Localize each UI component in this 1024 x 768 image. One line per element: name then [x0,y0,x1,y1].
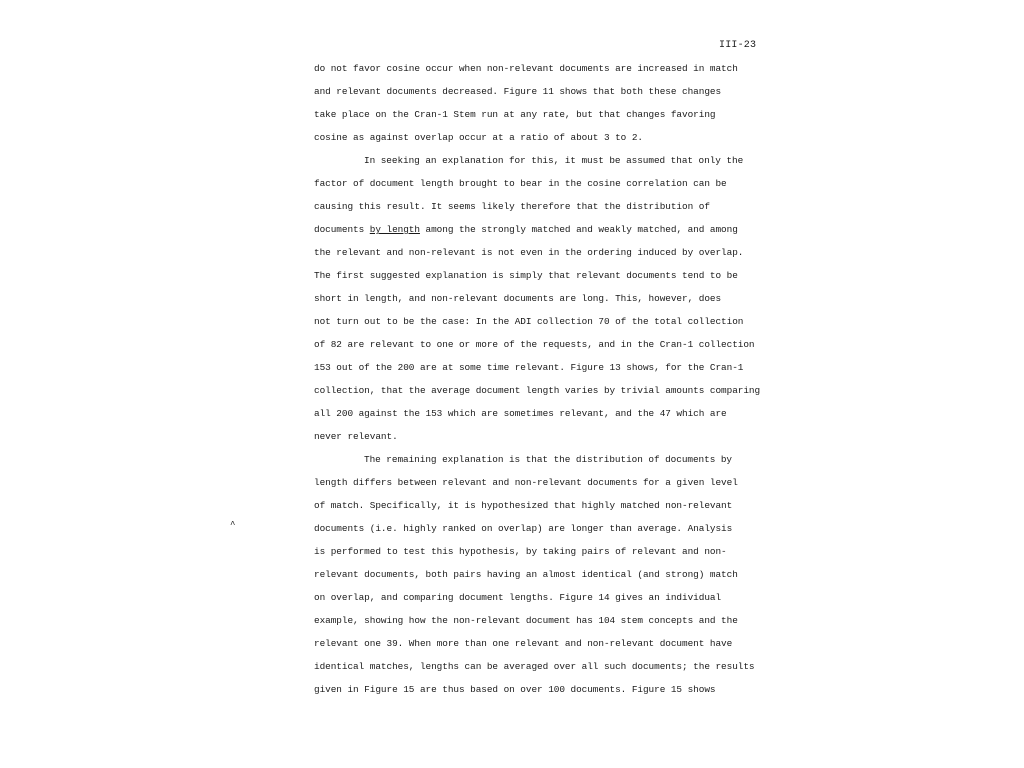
text-line: do not favor cosine occur when non-relevant documents are increased in match [314,63,738,74]
text-line: not turn out to be the case: In the ADI collection 70 of the total collection [314,316,744,327]
text-line: short in length, and non-relevant documents are long. This, however, does [314,293,722,304]
text-line: In seeking an explanation for this, it must be assumed that only the [364,155,744,166]
text-line: The first suggested explanation is simply that relevant documents tend to be [314,270,738,281]
text-line: identical matches, lengths can be averaged over all such documents; the results [314,661,755,672]
text-line: collection, that the average document length varies by trivial amounts comparing [314,385,761,396]
text-line: take place on the Cran-1 Stem run at any rate, but that changes favoring [314,109,716,120]
text-line: causing this result. It seems likely therefore that the distribution of [314,201,710,212]
text-line: is performed to test this hypothesis, by taking pairs of relevant and non- [314,546,727,557]
text-line: of match. Specifically, it is hypothesized that highly matched non-relevant [314,500,733,511]
text-line: length differs between relevant and non-relevant documents for a given level [314,477,738,488]
text-line: never relevant. [314,431,398,442]
text-line: the relevant and non-relevant is not even in the ordering induced by overlap. [314,247,744,258]
text-segment: documents [314,224,370,235]
text-line: all 200 against the 153 which are sometimes relevant, and the 47 which are [314,408,727,419]
text-segment: among the strongly matched and weakly matched, and among [419,224,738,235]
text-line: relevant one 39. When more than one relevant and non-relevant document have [314,638,733,649]
text-line: given in Figure 15 are thus based on over 100 documents. Figure 15 shows [314,684,716,695]
text-line: on overlap, and comparing document lengths. Figure 14 gives an individual [314,592,722,603]
stray-scan-mark: ^ [230,520,236,530]
body-text [314,57,762,701]
page-number: III-23 [719,40,757,51]
text-line: The remaining explanation is that the distribution of documents by [364,454,733,465]
text-line: documents (i.e. highly ranked on overlap) are longer than average. Analysis [314,523,733,534]
text-line [314,218,762,241]
text-line: cosine as against overlap occur at a ratio of about 3 to 2. [314,132,643,143]
text-line: of 82 are relevant to one or more of the requests, and in the Cran-1 collection [314,339,755,350]
underlined-phrase: by length [369,224,420,235]
text-line: example, showing how the non-relevant document has 104 stem concepts and the [314,615,738,626]
text-line: factor of document length brought to bear in the cosine correlation can be [314,178,727,189]
text-line: relevant documents, both pairs having an almost identical (and strong) match [314,569,738,580]
text-line: and relevant documents decreased. Figure 11 shows that both these changes [314,86,722,97]
text-line: 153 out of the 200 are at some time relevant. Figure 13 shows, for the Cran-1 [314,362,744,373]
